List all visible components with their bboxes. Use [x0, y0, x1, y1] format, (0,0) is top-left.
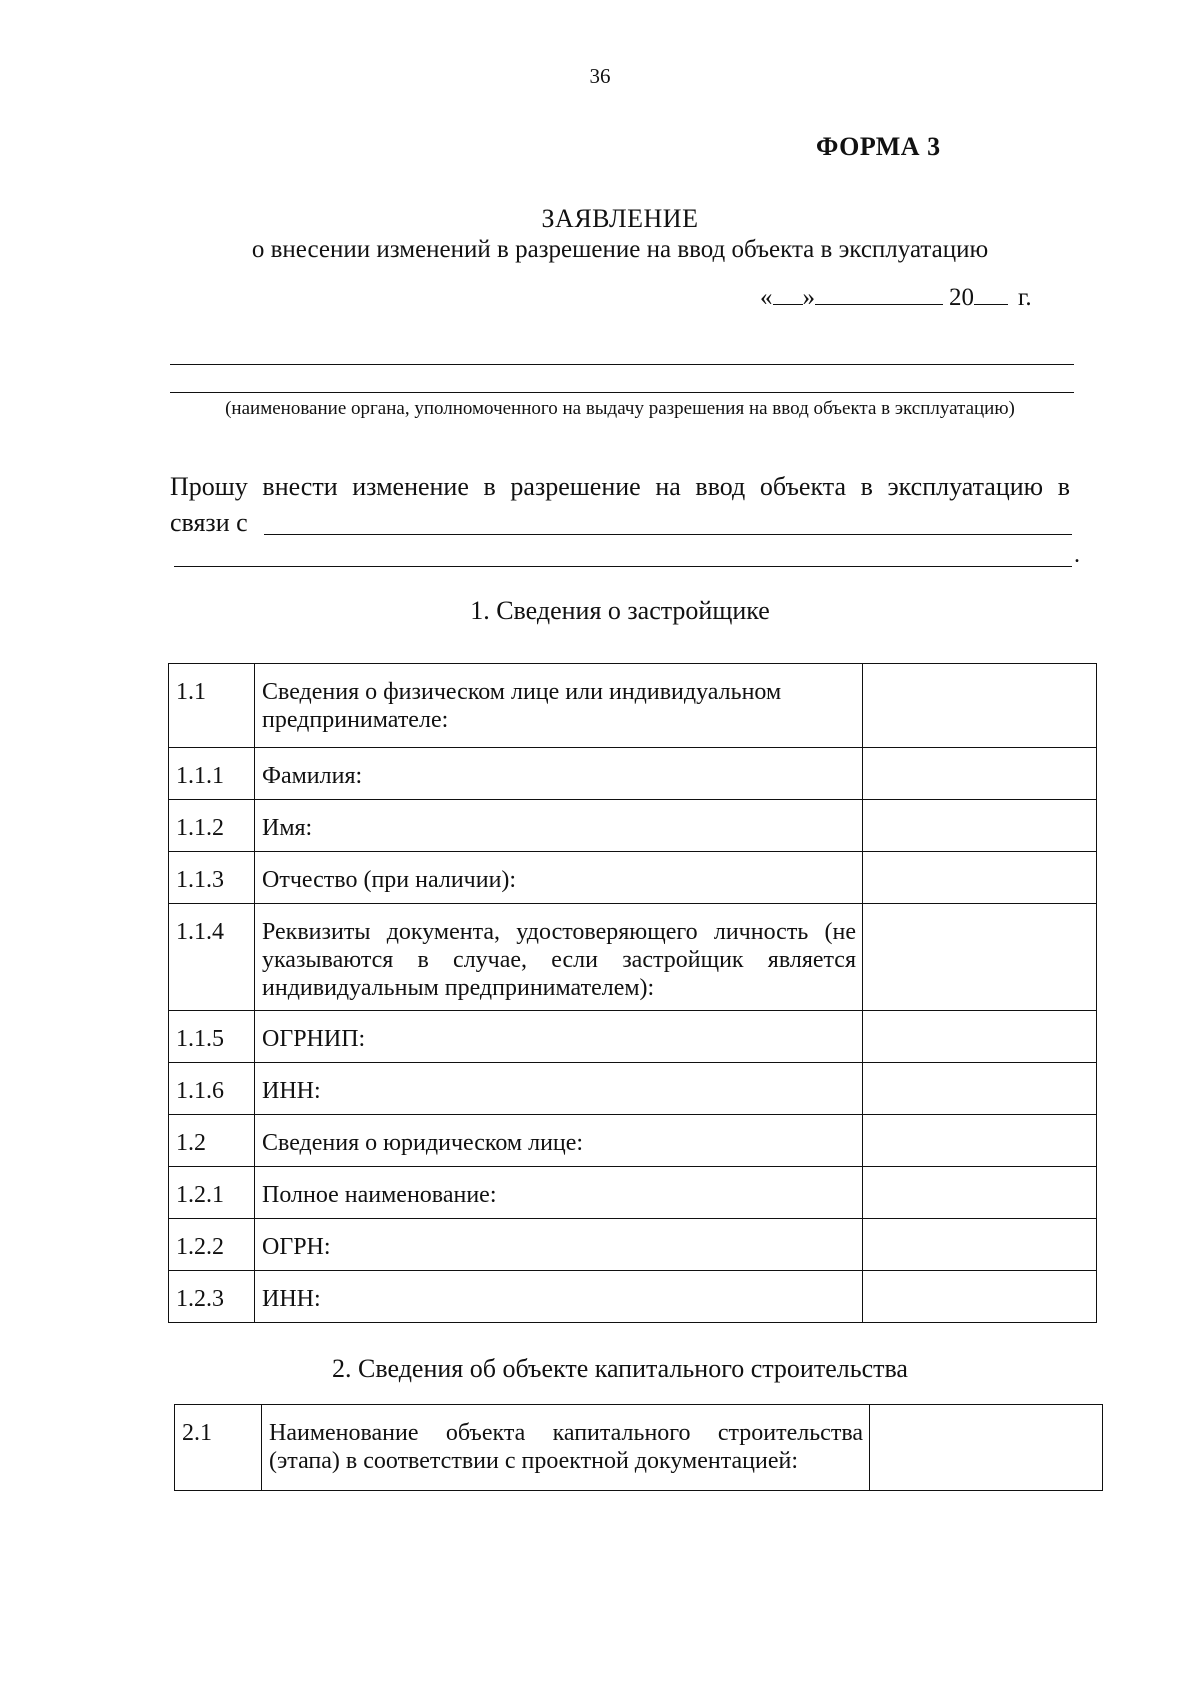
row-value-field[interactable]: [863, 1115, 1097, 1167]
row-number: 1.2.2: [169, 1219, 255, 1271]
document-subtitle: о внесении изменений в разрешение на ввод объекта в эксплуатацию: [251, 236, 989, 263]
row-value-field[interactable]: [870, 1405, 1103, 1491]
section-1-title: 1. Сведения о застройщике: [470, 596, 770, 625]
table-row: [169, 1063, 1097, 1115]
reason-end-period: .: [1074, 542, 1080, 568]
row-number: 1.1.5: [169, 1011, 255, 1063]
authority-caption: (наименование органа, уполномоченного на выдачу разрешения на ввод объекта в эксплуатацию): [225, 398, 1015, 419]
table-row: [169, 748, 1097, 800]
row-label: Отчество (при наличии):: [255, 852, 863, 904]
table-row: [169, 664, 1097, 748]
row-label: Имя:: [255, 800, 863, 852]
row-value-field[interactable]: [863, 852, 1097, 904]
table-row: [169, 1115, 1097, 1167]
row-value-field[interactable]: [863, 1063, 1097, 1115]
row-value-field[interactable]: [863, 1011, 1097, 1063]
page-number: 36: [589, 64, 611, 88]
row-number: 1.1.1: [169, 748, 255, 800]
date-line: [760, 282, 1032, 312]
reason-label: связи с: [170, 508, 248, 537]
row-value-field[interactable]: [863, 748, 1097, 800]
request-text: Прошу внести изменение в разрешение на ввод объекта в эксплуатацию в: [170, 472, 1070, 501]
row-number: 1.1.6: [169, 1063, 255, 1115]
section-2-title: 2. Сведения об объекте капитального строительства: [332, 1354, 908, 1383]
row-number: 1.2.3: [169, 1271, 255, 1323]
table-row: [169, 800, 1097, 852]
row-label: Сведения о юридическом лице:: [255, 1115, 863, 1167]
row-label: Сведения о физическом лице или индивидуальном предпринимателе:: [255, 664, 863, 748]
year-suffix: г.: [1018, 284, 1032, 311]
reason-line-2[interactable]: [174, 566, 1072, 567]
year-field[interactable]: [974, 282, 1008, 305]
row-value-field[interactable]: [863, 800, 1097, 852]
date-close-quote: »: [802, 284, 815, 311]
year-prefix: 20: [949, 284, 974, 311]
row-number: 2.1: [175, 1405, 262, 1491]
row-label: Наименование объекта капитального строительства (этапа) в соответствии с проектной документацией:: [262, 1405, 870, 1491]
row-number: 1.2.1: [169, 1167, 255, 1219]
row-label: Фамилия:: [255, 748, 863, 800]
table-row: [169, 1271, 1097, 1323]
row-label: Полное наименование:: [255, 1167, 863, 1219]
form-label: ФОРМА 3: [816, 132, 941, 161]
row-value-field[interactable]: [863, 904, 1097, 1011]
row-number: 1.1: [169, 664, 255, 748]
row-number: 1.2: [169, 1115, 255, 1167]
developer-info-table: [168, 663, 1097, 1323]
row-label: ОГРН:: [255, 1219, 863, 1271]
table-row: [169, 1219, 1097, 1271]
row-value-field[interactable]: [863, 1271, 1097, 1323]
row-number: 1.1.4: [169, 904, 255, 1011]
table-row: [175, 1405, 1103, 1491]
row-label: ИНН:: [255, 1063, 863, 1115]
row-value-field[interactable]: [863, 664, 1097, 748]
day-field[interactable]: [773, 282, 803, 305]
document-title: ЗАЯВЛЕНИЕ: [541, 204, 699, 233]
row-value-field[interactable]: [863, 1167, 1097, 1219]
construction-object-table: [174, 1404, 1103, 1491]
row-label: ИНН:: [255, 1271, 863, 1323]
row-label: ОГРНИП:: [255, 1011, 863, 1063]
reason-line-1[interactable]: [264, 534, 1072, 535]
row-number: 1.1.2: [169, 800, 255, 852]
table-row: [169, 1011, 1097, 1063]
authority-line-2[interactable]: [170, 392, 1074, 393]
authority-line-1[interactable]: [170, 364, 1074, 365]
date-open-quote: «: [760, 284, 773, 311]
table-row: [169, 1167, 1097, 1219]
row-value-field[interactable]: [863, 1219, 1097, 1271]
month-field[interactable]: [815, 282, 943, 305]
row-number: 1.1.3: [169, 852, 255, 904]
row-label: Реквизиты документа, удостоверяющего личность (не указываются в случае, если застройщик является индивидуальным предпринимателем):: [255, 904, 863, 1011]
table-row: [169, 904, 1097, 1011]
table-row: [169, 852, 1097, 904]
